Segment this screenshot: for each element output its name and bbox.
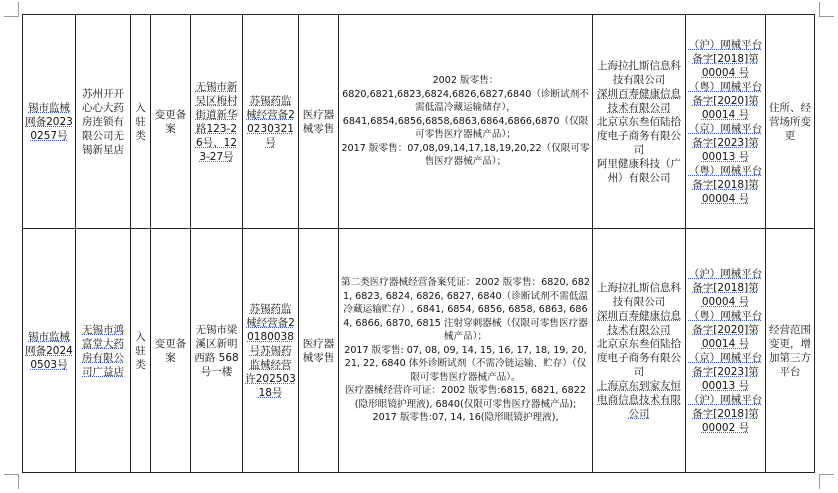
- platform-number: （沪）网械平台备字[2018]第 00002 号: [688, 393, 763, 434]
- scope-line: 医疗器械经营许可证：2002 版零售:6815, 6821, 6822(隐形眼镜护理液), 6840(仅限可零售医疗器械产品);: [345, 385, 586, 410]
- table-row: [23, 229, 815, 473]
- platform-company: 阿里健康科技（广州）有限公司: [597, 157, 681, 184]
- scope-line: 2017 版零售: 07, 08, 09, 14, 15, 16, 17, 18, 19, 20, 21, 22, 6840 体外诊断试剂（不需冷链运输、贮存）（仅限可零售医疗器械产品）。: [344, 344, 587, 383]
- platform-company: 深圳百寿健康信息技术有限公司: [597, 87, 681, 114]
- platform-number: （粤）网械平台备字[2020]第 00014 号: [688, 309, 763, 350]
- type-cell: 入驻类: [131, 229, 151, 473]
- platform-company: 深圳百寿健康信息技术有限公司: [597, 309, 681, 336]
- record-number-cell: 锡市监械网备20240503号: [23, 229, 76, 473]
- platform-company: 北京京东叁佰陆拾度电子商务有限公司: [597, 337, 681, 378]
- change-type-cell: 变更备案: [151, 15, 191, 229]
- platform-company-cell: [593, 15, 686, 229]
- platform-number: （粤）网械平台备字[2020]第 00014 号: [688, 80, 763, 121]
- scope-line: 2017 版零售:07, 14, 16(隐形眼镜护理液),: [372, 412, 559, 424]
- platform-number: （京）网械平台备字[2023]第 00013 号: [688, 351, 763, 392]
- record-table: [22, 14, 815, 473]
- note-cell: 经营范围变更，增加第三方平台: [766, 229, 815, 473]
- note-cell: 住所、经营场所变更: [766, 15, 815, 229]
- company-cell: 苏州开开心心大药房连锁有限公司无锡新星店: [76, 15, 131, 229]
- address-cell: 无锡市梁溪区新明西路 568 号一楼: [191, 229, 243, 473]
- business-scope-cell: [339, 15, 593, 229]
- scope-line: 6841,6854,6856,6858,6863,6864,6866,6870（仅限可零售医疗器械产品）；: [342, 115, 589, 141]
- change-type-cell: 变更备案: [151, 229, 191, 473]
- platform-company: 北京京东叁佰陆拾度电子商务有限公司: [597, 115, 681, 156]
- platform-number: （沪）网械平台备字[2018]第 00004 号: [688, 267, 763, 308]
- crop-mark-bottom-right: [819, 474, 834, 489]
- platform-company: 上海拉扎斯信息科技有限公司: [597, 281, 681, 308]
- crop-mark-bottom-left: [4, 474, 19, 489]
- record-number-cell: 锡市监械网备20230257号: [23, 15, 76, 229]
- type-cell: 入驻类: [131, 15, 151, 229]
- platform-number-cell: [686, 15, 766, 229]
- platform-number-cell: [686, 229, 766, 473]
- platform-company-cell: [593, 229, 686, 473]
- scope-line: 6820,6821,6823,6824,6826,6827,6840（诊断试剂不需低温冷藏运输储存），: [342, 88, 589, 114]
- scope-line: 第二类医疗器械经营备案凭证：2002 版零售：6820, 6821, 6823, 6824, 6826, 6827, 6840（诊断试剂不需低温冷藏运输贮存）, 6841, 6854, 6856, 6858, 6863, 6864, 6866, 6870, 6815 注射穿刺器械（仅限可零售医疗器械产品）；: [341, 277, 590, 343]
- table-row: [23, 15, 815, 229]
- address-cell: 无锡市新吴区梅村街道新华路123-26号、123-27号: [191, 15, 243, 229]
- platform-company: 上海拉扎斯信息科技有限公司: [597, 59, 681, 86]
- platform-company: 上海京东到家友恒电商信息技术有限公司: [597, 379, 681, 420]
- license-cell: 苏锡药监械经营备20230321号: [243, 15, 299, 229]
- license-cell: 苏锡药监械经营备20180038号苏锡药监械经营许20250318号: [243, 229, 299, 473]
- platform-number: （沪）网械平台备字[2018]第 00004 号: [688, 38, 763, 79]
- company-cell: 无锡市鸿富堂大药房有限公司广益店: [76, 229, 131, 473]
- business-scope-cell: [339, 229, 593, 473]
- platform-number: （粤）网械平台备字[2018]第 00004 号: [688, 164, 763, 205]
- category-cell: 医疗器械零售: [299, 15, 339, 229]
- crop-mark-top-right: [819, 2, 834, 17]
- category-cell: 医疗器械零售: [299, 229, 339, 473]
- scope-line: 2017 版零售：07,08,09,14,17,18,19,20,22（仅限可零售医疗器械产品）；: [341, 142, 590, 168]
- crop-mark-top-left: [4, 2, 19, 17]
- scope-line: 2002 版零售：: [432, 75, 499, 87]
- platform-number: （京）网械平台备字[2023]第 00013 号: [688, 122, 763, 163]
